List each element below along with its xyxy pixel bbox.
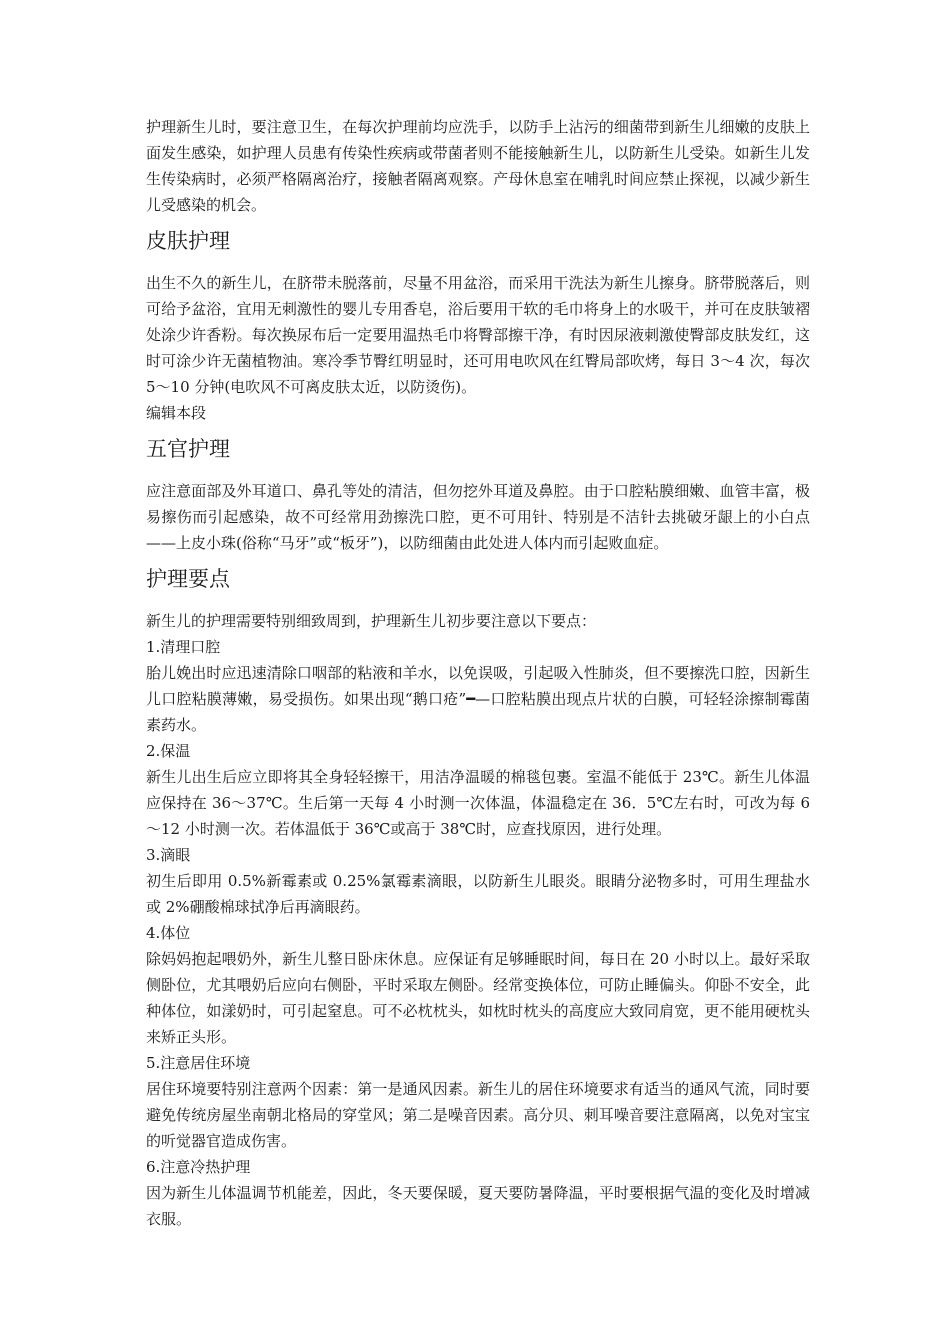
skin-care-paragraph: 出生不久的新生儿，在脐带未脱落前，尽量不用盆浴，而采用干洗法为新生儿擦身。脐带脱落后，则可给予盆浴，宜用无刺激性的婴儿专用香皂，浴后要用干软的毛巾将身上的水吸干，并可在皮肤皱褶处涂少许香粉。每次换尿布后一定要用温热毛巾将臀部擦干净，有时因尿液刺激使臀部皮肤发红，这时可涂少许无菌植物油。寒冷季节臀红明显时，还可用电吹风在红臀局部吹烤，每日 3～4 次，每次 5～10 分钟(电吹风不可离皮肤太近，以防烫伤)。 [146,274,810,396]
section-heading-facial-care: 五官护理 [146,437,230,461]
point-title-keep-warm: 2.保温 [146,742,191,760]
key-points-intro: 新生儿的护理需要特别细致周到，护理新生儿初步要注意以下要点： [146,612,597,630]
section-heading-skin-care: 皮肤护理 [146,229,230,253]
facial-care-paragraph: 应注意面部及外耳道口、鼻孔等处的清洁，但勿挖外耳道及鼻腔。由于口腔粘膜细嫩、血管丰富，极易擦伤而引起感染，故不可经常用劲擦洗口腔，更不可用针、特别是不洁针去挑破牙龈上的小白点——上皮小珠(俗称“马牙”或“板牙”)，以防细菌由此处进人体内而引起败血症。 [146,482,810,552]
point-title-eye-drops: 3.滴眼 [146,846,191,864]
point-text-temperature-care: 因为新生儿体温调节机能差，因此，冬天要保暖，夏天要防暑降温，平时要根据气温的变化及时增减衣服。 [146,1184,810,1228]
point-text-keep-warm: 新生儿出生后应立即将其全身轻轻擦干，用洁净温暖的棉毯包裹。室温不能低于 23℃。新生儿体温应保持在 36～37℃。生后第一天每 4 小时测一次体温，体温稳定在 36．5℃左右时，可改为每 6～12 小时测一次。若体温低于 36℃或高于 38℃时，应查找原因，进行处理。 [146,768,810,838]
point-title-living-environment: 5.注意居住环境 [146,1054,251,1072]
point-title-body-position: 4.体位 [146,924,191,942]
point-text-living-environment: 居住环境要特别注意两个因素：第一是通风因素。新生儿的居住环境要求有适当的通风气流，同时要避免传统房屋坐南朝北格局的穿堂风；第二是噪音因素。高分贝、刺耳噪音要注意隔离，以免对宝宝的听觉器官造成伤害。 [146,1080,810,1150]
edit-section-link[interactable]: 编辑本段 [146,404,207,422]
intro-paragraph: 护理新生儿时，要注意卫生，在每次护理前均应洗手，以防手上沾污的细菌带到新生儿细嫩的皮肤上面发生感染，如护理人员患有传染性疾病或带菌者则不能接触新生儿，以防新生儿受染。如新生儿发生传染病时，必须严格隔离治疗，接触者隔离观察。产母休息室在哺乳时间应禁止探视，以减少新生儿受感染的机会。 [146,118,810,214]
document-body [146,114,810,1232]
point-title-temperature-care: 6.注意冷热护理 [146,1158,251,1176]
point-text-clean-mouth: 胎儿娩出时应迅速清除口咽部的粘液和羊水，以免误吸，引起吸入性肺炎，但不要擦洗口腔，因新生儿口腔粘膜薄嫩，易受损伤。如果出现“鹅口疮”━—口腔粘膜出现点片状的白膜，可轻轻涂擦制霉菌素药水。 [146,664,810,734]
point-text-body-position: 除妈妈抱起喂奶外，新生儿整日卧床休息。应保证有足够睡眠时间，每日在 20 小时以上。最好采取侧卧位，尤其喂奶后应向右侧卧，平时采取左侧卧。经常变换体位，可防止睡偏头。仰卧不安全，此种体位，如漾奶时，可引起窒息。可不必枕枕头，如枕时枕头的高度应大致同肩宽，更不能用硬枕头来矫正头形。 [146,950,810,1046]
point-title-clean-mouth: 1.清理口腔 [146,638,221,656]
section-heading-key-points: 护理要点 [146,567,230,591]
point-text-eye-drops: 初生后即用 0.5%新霉素或 0.25%氯霉素滴眼，以防新生儿眼炎。眼睛分泌物多时，可用生理盐水或 2%硼酸棉球拭净后再滴眼药。 [146,872,810,916]
